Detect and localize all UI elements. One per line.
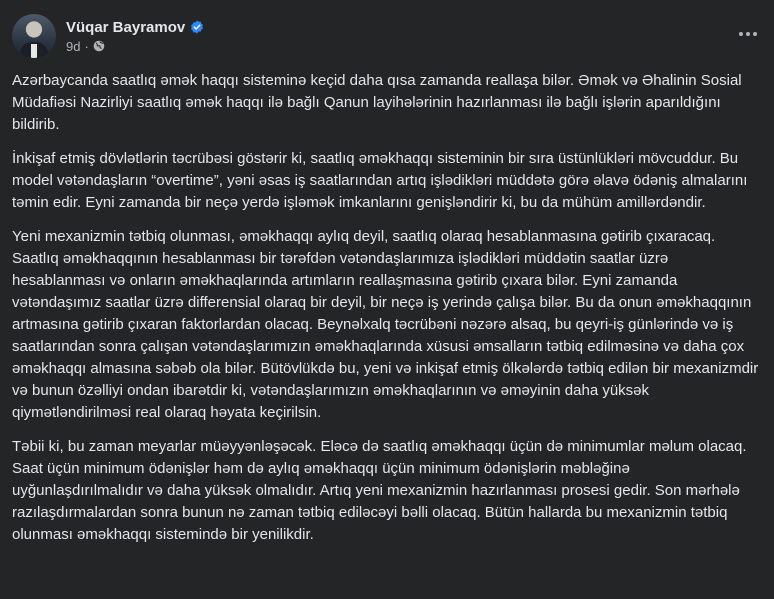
post-header [12, 12, 204, 60]
post-meta [66, 19, 204, 54]
avatar[interactable] [12, 14, 56, 58]
meta-separator: · [84, 38, 89, 54]
post-paragraph-2: İnkişaf etmiş dövlətlərin təcrübəsi göstərir ki, saatlıq əməkhaqqı sisteminin bir sıra üstünlükləri mövcuddur. Bu model vətəndaşların “overtime”, yəni əsas iş saatlarından artıq işlədikləri müddətə görə əlavə ödəniş almalarını təmin edir. Eyni zamanda bir neçə yerdə işləmək imkanlarını genişləndirir ki, bu da mühüm amillərdəndir. [12, 150, 748, 211]
post-paragraph-1: Azərbaycanda saatlıq əmək haqqı sisteminə keçid daha qısa zamanda reallaşa bilər. Əmək və Əhalinin Sosial Müdafiəsi Nazirliyi saatlıq əmək haqqı ilə bağlı Qanun layihələrinin hazırlanması ilə bağlı işlərin aparıldığını bildirib. [12, 72, 742, 133]
more-options-icon[interactable] [734, 24, 762, 44]
globe-icon [93, 40, 105, 52]
more-dot [739, 32, 743, 36]
post-paragraph-3: Yeni mexanizmin tətbiq olunması, əməkhaqqı aylıq deyil, saatlıq olaraq hesablanmasına gətirib çıxaracaq. Saatlıq əməkhaqqının hesablanması bir tərəfdən vətəndaşlarımıza işlədikləri müddətin saatlar üzrə hesablanması və onların əməkhaqlarında artımların reallaşmasına gətirib çıxara bilər. Eyni zamanda vətəndaşımız saatlar üzrə differensial olaraq bir deyil, bir neçə iş yerində çalışa bilər. Bu da onun əməkhaqqının artmasına gətirib çıxaran faktorlardan olacaq. Beynəlxalq təcrübəni nəzərə alsaq, bu qeyri-iş günlərində və iş saatlarından sonra çalışan vətəndaşlarımızın əməkhaqlarında xüsusi əmsalların tətbiq edilməsinə və daha çox əməkhaqqı almasına səbəb ola bilər. Bütövlükdə bu, yeni və inkişaf etmiş ölkələrdə tətbiq edilən bir mexanizmdir və bunun özəlliyi ondan ibarətdir ki, vətəndaşlarımızın əməkhaqlarının və əməyinin daha yüksək qiymətləndirilməsi real olaraq həyata keçirilsin. [12, 228, 759, 421]
avatar-shirt [31, 44, 37, 58]
more-dot [746, 32, 750, 36]
more-dot [753, 32, 757, 36]
author-row [66, 19, 204, 36]
post-paragraph-4: Təbii ki, bu zaman meyarlar müəyyənləşəcək. Eləcə də saatlıq əməkhaqqı üçün də minimumlar məlum olacaq. Saat üçün minimum ödənişlər həm də aylıq əməkhaqqı üçün minimum ödənişlərin məbləğinə uyğunlaşdırılmalıdır və daha yüksək olmalıdır. Artıq yeni mexanizmin hazırlanması prosesi gedir. Son mərhələ razılaşdırmalardan sonra bunun nə zaman tətbiq ediləcəyi bəlli olacaq. Bütün hallarda bu mexanizmin tətbiq olunması əməkhaqqı sistemində bir yenilikdir. [12, 438, 747, 543]
post-subline [66, 39, 204, 54]
author-name[interactable]: Vüqar Bayramov [66, 18, 186, 36]
post-text [12, 70, 764, 558]
verified-badge-icon [190, 20, 204, 34]
post-time[interactable]: 9d [66, 38, 81, 54]
